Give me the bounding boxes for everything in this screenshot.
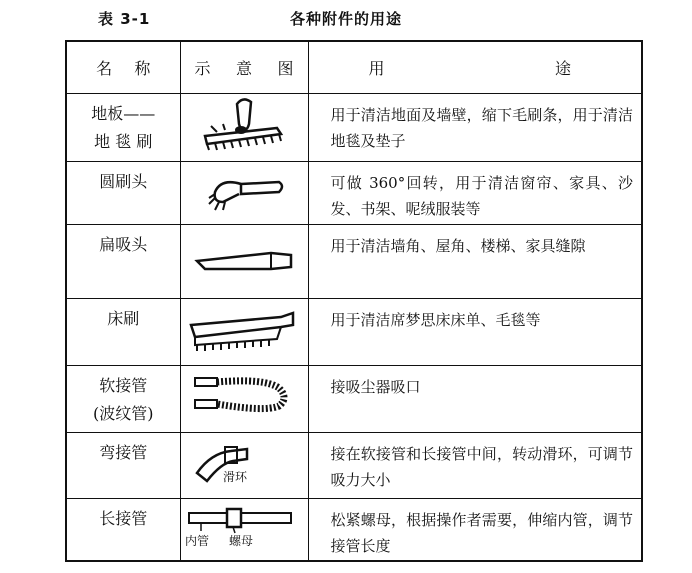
- row-name: 床刷: [66, 299, 180, 366]
- round-brush-head-icon: [180, 162, 308, 225]
- table-title: 各种附件的用途: [290, 10, 403, 28]
- table-row: [66, 432, 642, 499]
- table-number: 表 3-1: [98, 10, 151, 28]
- attachments-table: [65, 40, 643, 562]
- row-use: 用于清洁地面及墙壁，缩下毛刷条，用于清洁地毯及垫子: [308, 93, 642, 162]
- floor-carpet-brush-icon: [180, 93, 308, 162]
- row-name: 弯接管: [66, 432, 180, 499]
- nut-label: 螺母: [228, 534, 253, 549]
- table-row: [66, 299, 642, 366]
- row-use: 接在软接管和长接管中间，转动滑环，可调节吸力大小: [308, 432, 642, 499]
- bed-brush-icon: [180, 299, 308, 366]
- row-name: 软接管 (波纹管): [66, 366, 180, 433]
- row-name: 地板—— 地 毯 刷: [66, 93, 180, 162]
- row-use: 用于清洁墙角、屋角、楼梯、家具缝隙: [308, 224, 642, 299]
- header-name: 名 称: [66, 41, 180, 93]
- table-row: [66, 499, 642, 561]
- header-row: [66, 41, 642, 93]
- slide-ring-label: 滑环: [222, 469, 247, 484]
- header-use: 用 途: [308, 41, 642, 93]
- long-tube-icon: [180, 499, 308, 561]
- table-row: [66, 366, 642, 433]
- table-row: [66, 93, 642, 162]
- row-use: 松紧螺母，根据操作者需要，伸缩内管，调节接管长度: [308, 499, 642, 561]
- table-row: [66, 162, 642, 225]
- inner-tube-label: 内管: [184, 534, 209, 549]
- flat-nozzle-icon: [180, 224, 308, 299]
- row-use: 接吸尘器吸口: [308, 366, 642, 433]
- table-caption: [0, 6, 692, 30]
- bent-tube-icon: [180, 432, 308, 499]
- row-name: 扁吸头: [66, 224, 180, 299]
- row-use: 用于清洁席梦思床床单、毛毯等: [308, 299, 642, 366]
- header-diagram: 示 意 图: [180, 41, 308, 93]
- row-name: 圆刷头: [66, 162, 180, 225]
- row-use: 可做 360°回转，用于清洁窗帘、家具、沙发、书架、呢绒服装等: [308, 162, 642, 225]
- row-name: 长接管: [66, 499, 180, 561]
- table-row: [66, 224, 642, 299]
- flexible-hose-icon: [180, 366, 308, 433]
